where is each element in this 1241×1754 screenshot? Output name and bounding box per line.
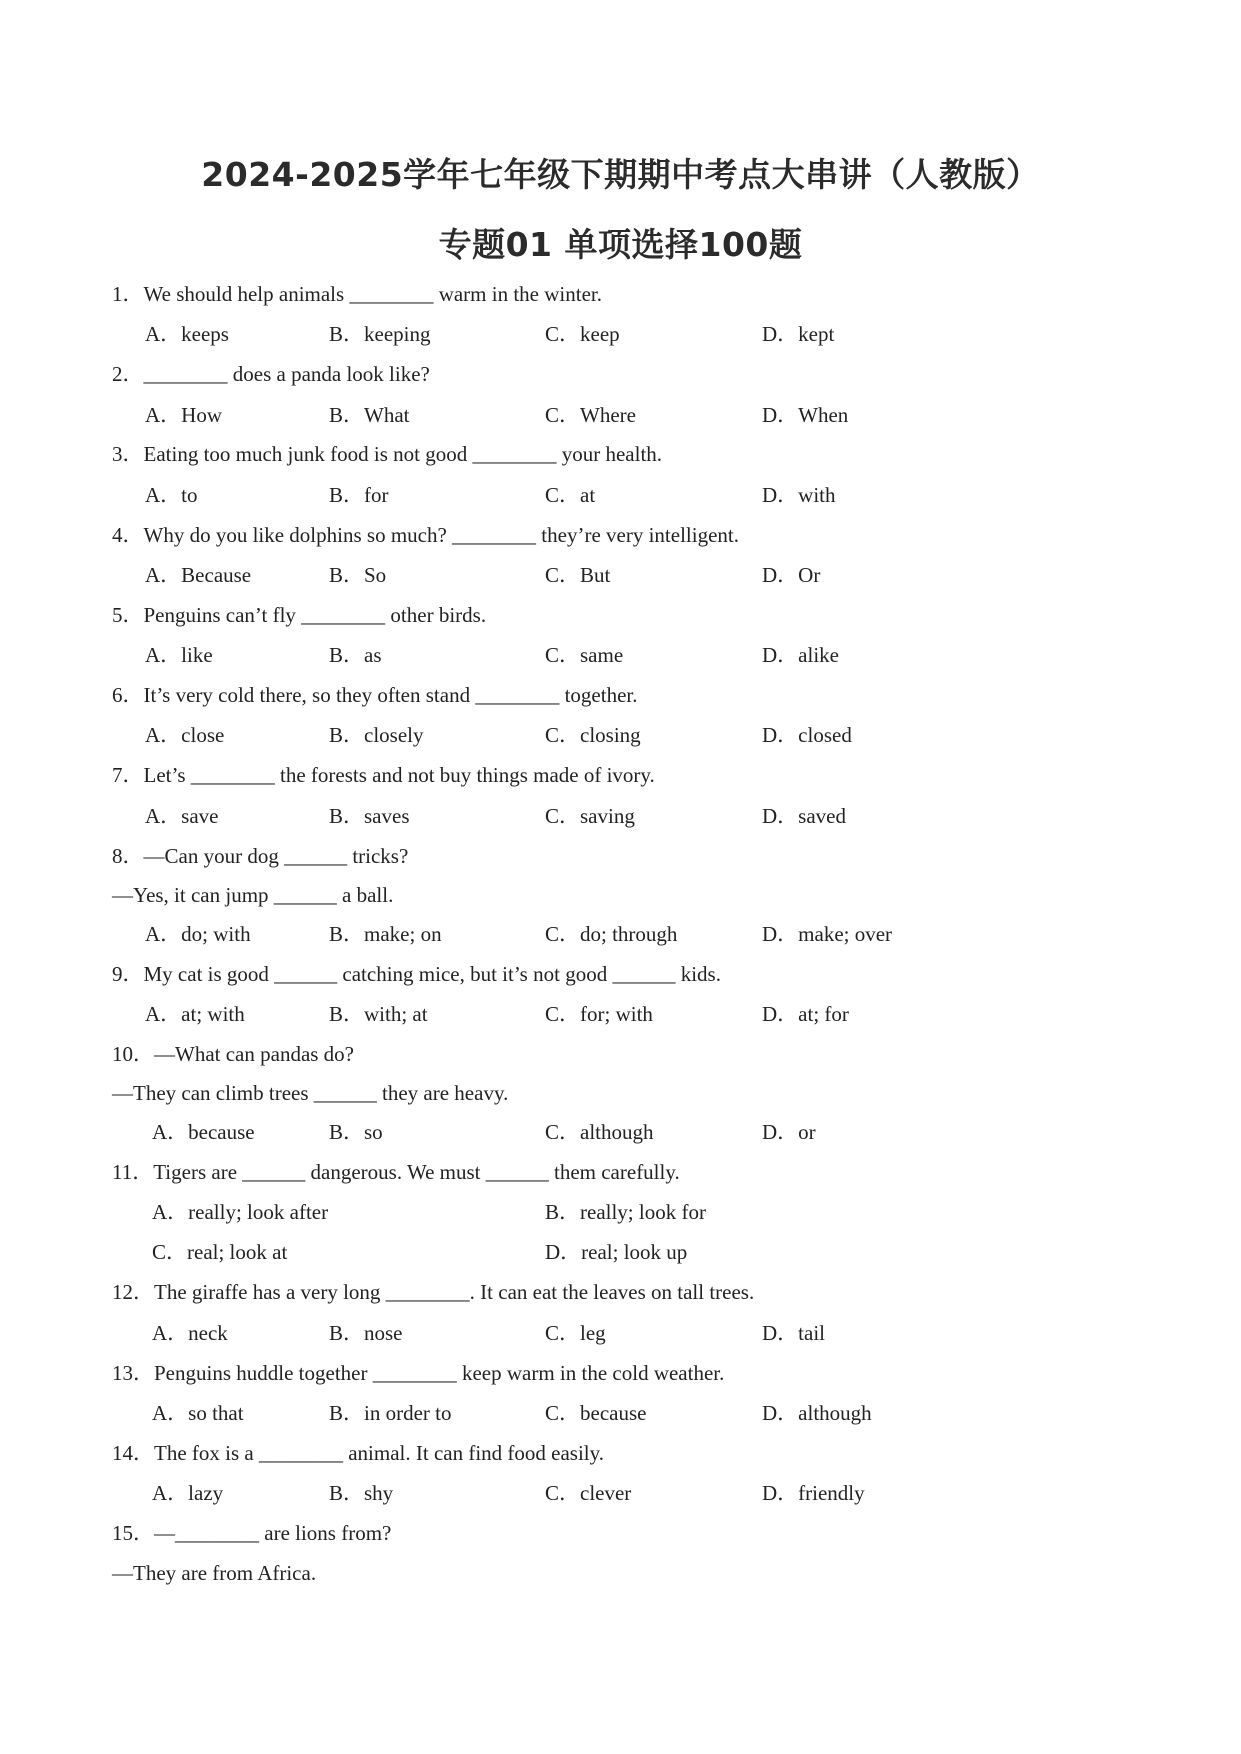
option-c: C．clever xyxy=(545,1481,632,1505)
option-a: A．save xyxy=(145,804,219,828)
option-d: D．saved xyxy=(762,804,846,828)
option-c: C．saving xyxy=(545,804,635,828)
option-a: A．like xyxy=(145,643,213,667)
option-d: D．real; look up xyxy=(545,1240,688,1264)
question-stem: 5．Penguins can’t fly ________ other birds. xyxy=(112,603,487,627)
option-d: D．with xyxy=(762,483,836,507)
option-d: D．tail xyxy=(762,1321,825,1345)
question-stem: 12．The giraffe has a very long ________. It can eat the leaves on tall trees. xyxy=(112,1280,755,1304)
option-c: C．keep xyxy=(545,322,620,346)
option-d: D．at; for xyxy=(762,1002,849,1026)
option-c: C．Where xyxy=(545,403,636,427)
option-a: A．do; with xyxy=(145,922,251,946)
option-d: D．make; over xyxy=(762,922,893,946)
question-stem: 3．Eating too much junk food is not good ________ your health. xyxy=(112,442,663,466)
question-stem-reply: —Yes, it can jump ______ a ball. xyxy=(112,883,394,907)
option-b: B．really; look for xyxy=(545,1200,706,1224)
question-stem: 4．Why do you like dolphins so much? ________ they’re very intelligent. xyxy=(112,523,739,547)
option-c: C．for; with xyxy=(545,1002,653,1026)
question-stem-reply: —They can climb trees ______ they are heavy. xyxy=(112,1081,509,1105)
option-b: B．for xyxy=(329,483,389,507)
option-b: B．make; on xyxy=(329,922,442,946)
option-a: A．neck xyxy=(152,1321,228,1345)
question-stem: 14．The fox is a ________ animal. It can find food easily. xyxy=(112,1441,605,1465)
option-d: D．Or xyxy=(762,563,821,587)
option-d: D．or xyxy=(762,1120,816,1144)
question-stem: 7．Let’s ________ the forests and not buy things made of ivory. xyxy=(112,763,655,787)
option-b: B．What xyxy=(329,403,410,427)
option-b: B．in order to xyxy=(329,1401,452,1425)
option-d: D．When xyxy=(762,403,849,427)
document-title: 2024-2025学年七年级下期期中考点大串讲（人教版） xyxy=(201,155,1040,194)
option-d: D．kept xyxy=(762,322,835,346)
option-c: C．leg xyxy=(545,1321,606,1345)
option-a: A．because xyxy=(152,1120,255,1144)
option-d: D．alike xyxy=(762,643,839,667)
question-stem: 1．We should help animals ________ warm in the winter. xyxy=(112,282,602,306)
option-a: A．Because xyxy=(145,563,252,587)
question-stem: 8．—Can your dog ______ tricks? xyxy=(112,844,409,868)
option-a: A．How xyxy=(145,403,222,427)
option-a: A．close xyxy=(145,723,225,747)
option-d: D．friendly xyxy=(762,1481,865,1505)
question-stem-reply: —They are from Africa. xyxy=(112,1561,317,1585)
option-b: B．with; at xyxy=(329,1002,428,1026)
option-a: A．so that xyxy=(152,1401,244,1425)
option-d: D．closed xyxy=(762,723,852,747)
option-c: C．because xyxy=(545,1401,647,1425)
option-b: B．closely xyxy=(329,723,424,747)
option-a: A．really; look after xyxy=(152,1200,329,1224)
option-a: A．at; with xyxy=(145,1002,245,1026)
option-c: C．although xyxy=(545,1120,654,1144)
option-c: C．at xyxy=(545,483,596,507)
question-stem: 10．—What can pandas do? xyxy=(112,1042,355,1066)
question-stem: 13．Penguins huddle together ________ keep warm in the cold weather. xyxy=(112,1361,725,1385)
option-b: B．nose xyxy=(329,1321,403,1345)
question-stem: 9．My cat is good ______ catching mice, but it’s not good ______ kids. xyxy=(112,962,721,986)
option-a: A．lazy xyxy=(152,1481,224,1505)
option-a: A．to xyxy=(145,483,198,507)
option-c: C．closing xyxy=(545,723,641,747)
question-stem: 2．________ does a panda look like? xyxy=(112,362,430,386)
option-d: D．although xyxy=(762,1401,872,1425)
option-c: C．real; look at xyxy=(152,1240,288,1264)
option-b: B．so xyxy=(329,1120,383,1144)
option-b: B．keeping xyxy=(329,322,431,346)
question-stem: 11．Tigers are ______ dangerous. We must ______ them carefully. xyxy=(112,1160,680,1184)
option-b: B．saves xyxy=(329,804,410,828)
option-a: A．keeps xyxy=(145,322,229,346)
document-subtitle: 专题01 单项选择100题 xyxy=(438,225,803,264)
option-c: C．But xyxy=(545,563,611,587)
option-c: C．same xyxy=(545,643,624,667)
question-stem: 6．It’s very cold there, so they often stand ________ together. xyxy=(112,683,638,707)
option-c: C．do; through xyxy=(545,922,678,946)
option-b: B．as xyxy=(329,643,382,667)
option-b: B．shy xyxy=(329,1481,394,1505)
option-b: B．So xyxy=(329,563,387,587)
question-stem: 15．—________ are lions from? xyxy=(112,1521,392,1545)
